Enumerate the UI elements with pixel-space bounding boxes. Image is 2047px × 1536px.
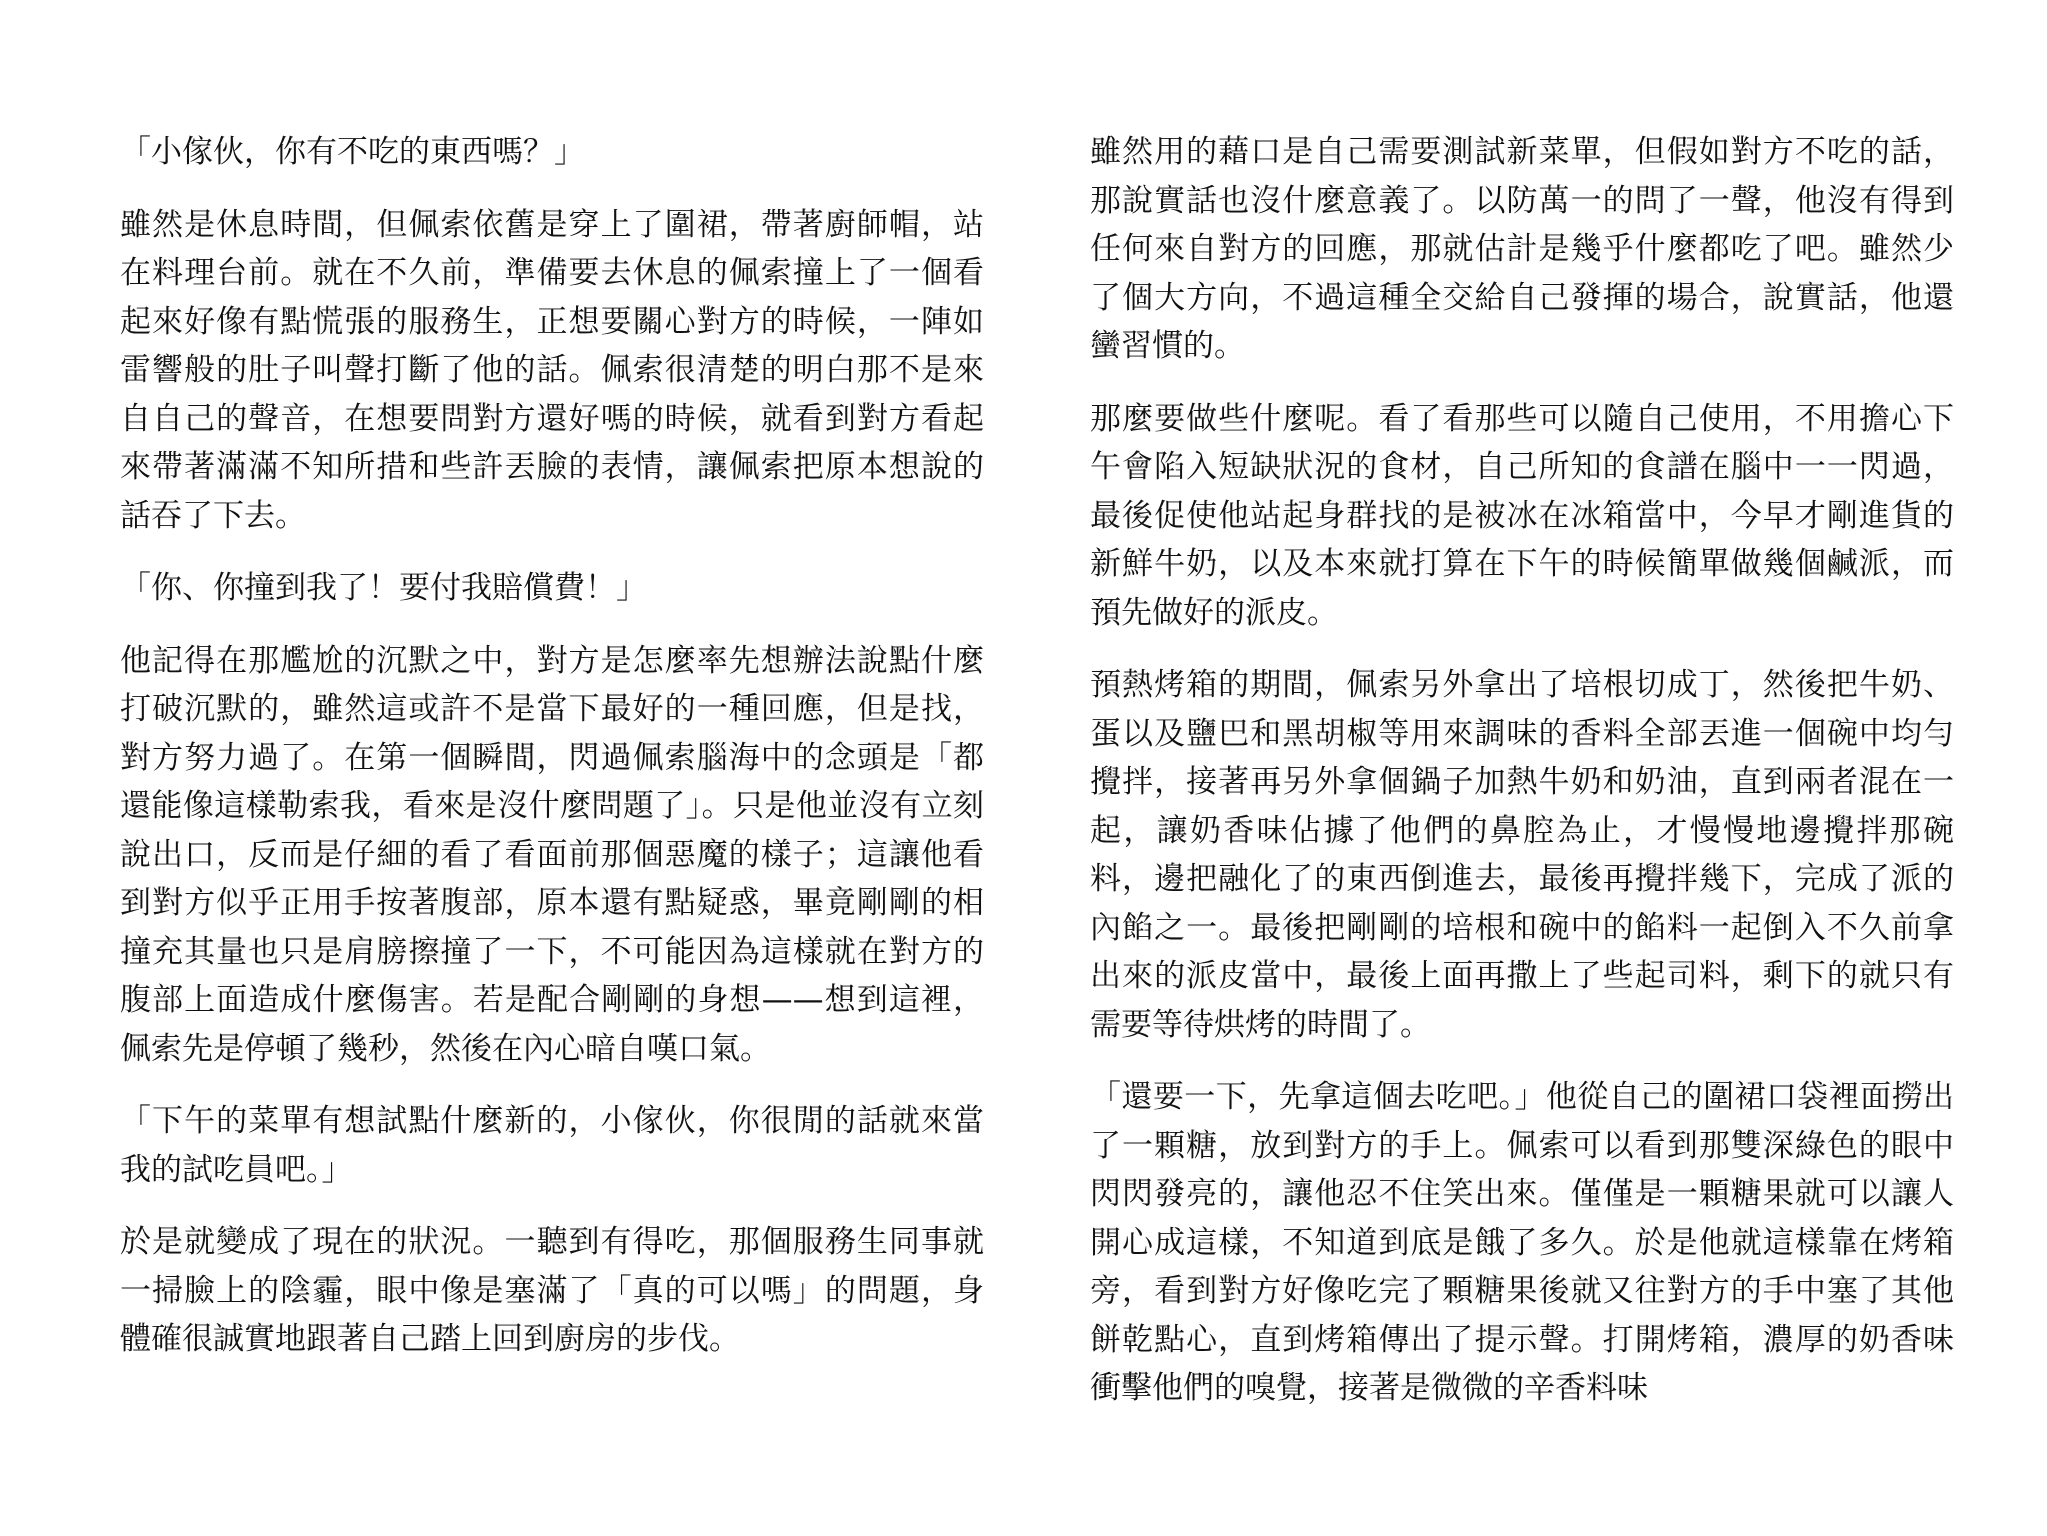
paragraph: 「你、你撞到我了！要付我賠償費！」 — [120, 570, 647, 606]
paragraph: 他記得在那尷尬的沉默之中，對方是怎麼率先想辦法說點什麼打破沉默的，雖然這或許不是當下最好的一種回應，但是找，對方努力過了。在第一個瞬間，閃過佩索腦海中的念頭是「都還能像這樣勒索我，看來是沒什麼問題了」。只是他並沒有立刻說出口，反而是仔細的看了看面前那個惡魔的樣子；這讓他看到對方似乎正用手按著腹部，原本還有點疑惑，畢竟剛剛的相撞充其量也只是肩膀擦撞了一下，不可能因為這樣就在對方的腹部上面造成什麼傷害。若是配合剛剛的身想——想到這裡，佩索先是停頓了幾秒，然後在內心暗自嘆口氣。 — [120, 642, 984, 1067]
paragraph: 「小傢伙，你有不吃的東西嗎？」 — [120, 134, 585, 170]
paragraph: 於是就變成了現在的狀況。一聽到有得吃，那個服務生同事就一掃臉上的陰霾，眼中像是塞滿了「真的可以嗎」的問題，身體確很誠實地跟著自己踏上回到廚房的步伐。 — [120, 1224, 984, 1357]
paragraph: 那麼要做些什麼呢。看了看那些可以隨自己使用，不用擔心下午會陷入短缺狀況的食材，自己所知的食譜在腦中一一閃過，最後促使他站起身群找的是被冰在冰箱當中，今早才剛進貨的新鮮牛奶，以及本來就打算在下午的時候簡單做幾個鹹派，而預先做好的派皮。 — [1090, 400, 1954, 631]
paragraph: 「還要一下，先拿這個去吃吧。」他從自己的圍裙口袋裡面撈出了一顆糖，放到對方的手上。佩索可以看到那雙深綠色的眼中閃閃發亮的，讓他忍不住笑出來。僅僅是一顆糖果就可以讓人開心成這樣，不知道到底是餓了多久。於是他就這樣靠在烤箱旁，看到對方好像吃完了顆糖果後就又往對方的手中塞了其他餅乾點心，直到烤箱傳出了提示聲。打開烤箱，濃厚的奶香味衝擊他們的嗅覺，接著是微微的辛香料味 — [1090, 1079, 1954, 1406]
paragraph: 雖然用的藉口是自己需要測試新菜單，但假如對方不吃的話，那說實話也沒什麼意義了。以防萬一的問了一聲，他沒有得到任何來自對方的回應，那就估計是幾乎什麼都吃了吧。雖然少了個大方向，不過這種全交給自己發揮的場合，說實話，他還蠻習慣的。 — [1090, 134, 1954, 364]
right-page-text — [1090, 128, 1954, 1437]
left-page-text — [120, 128, 984, 1388]
paragraph: 雖然是休息時間，但佩索依舊是穿上了圍裙，帶著廚師帽，站在料理台前。就在不久前，準備要去休息的佩索撞上了一個看起來好像有點慌張的服務生，正想要關心對方的時候，一陣如雷響般的肚子叫聲打斷了他的話。佩索很清楚的明白那不是來自自己的聲音，在想要問對方還好嗎的時候，就看到對方看起來帶著滿滿不知所措和些許丟臉的表情，讓佩索把原本想說的話吞了下去。 — [120, 206, 984, 534]
paragraph: 「下午的菜單有想試點什麼新的，小傢伙，你很閒的話就來當我的試吃員吧。」 — [120, 1103, 984, 1188]
paragraph: 預熱烤箱的期間，佩索另外拿出了培根切成丁，然後把牛奶、蛋以及鹽巴和黑胡椒等用來調味的香料全部丟進一個碗中均勻攪拌，接著再另外拿個鍋子加熱牛奶和奶油，直到兩者混在一起，讓奶香味佔據了他們的鼻腔為止，才慢慢地邊攪拌那碗料，邊把融化了的東西倒進去，最後再攪拌幾下，完成了派的內餡之一。最後把剛剛的培根和碗中的餡料一起倒入不久前拿出來的派皮當中，最後上面再撒上了些起司料，剩下的就只有需要等待烘烤的時間了。 — [1090, 667, 1954, 1043]
